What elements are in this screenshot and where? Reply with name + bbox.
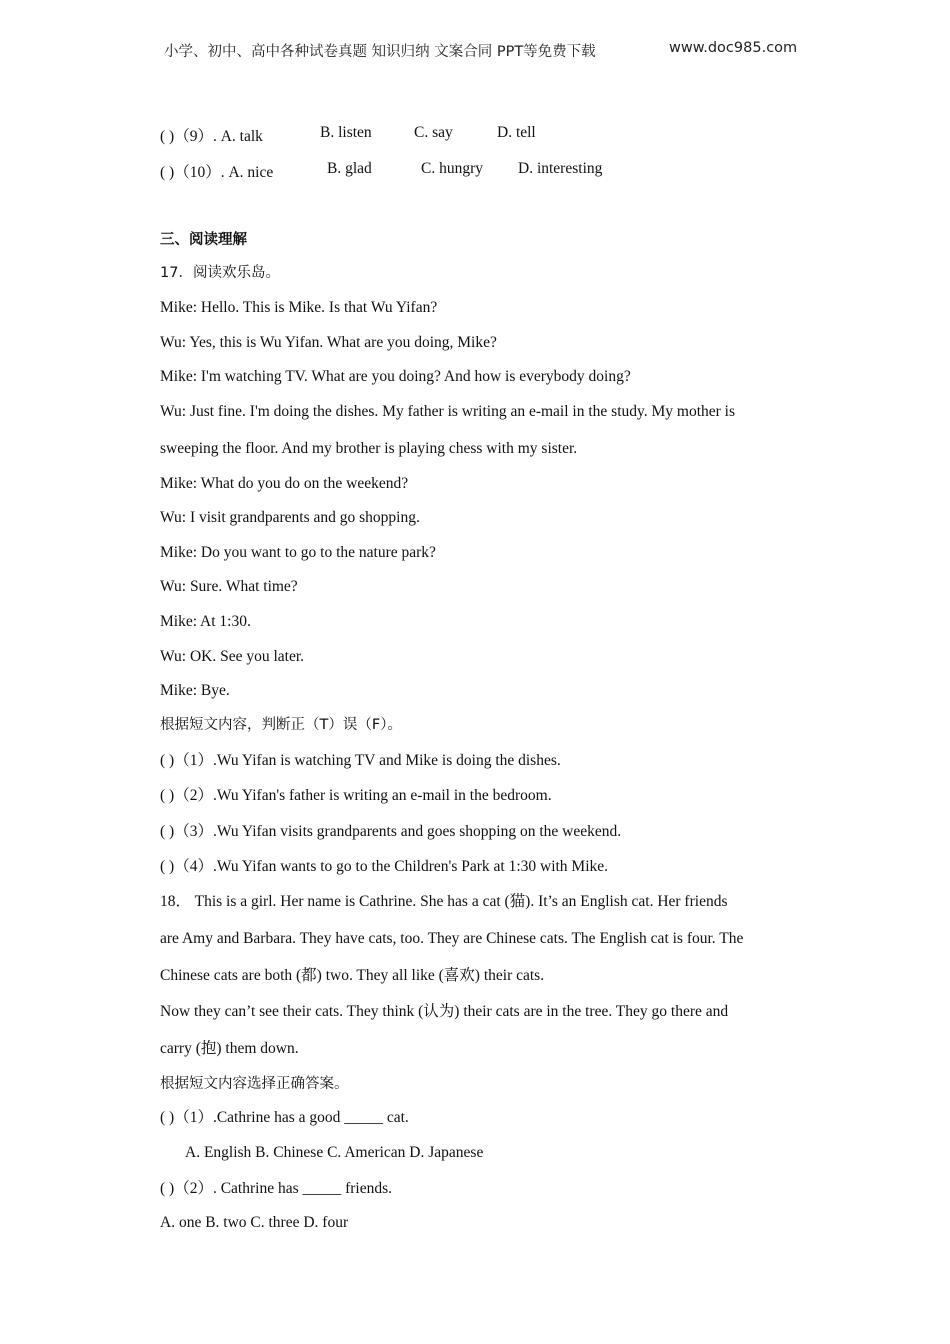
dialogue-line: Mike: Bye. (160, 682, 230, 699)
dialogue-line: Wu: Just fine. I'm doing the dishes. My father is writing an e-mail in the study. My mother is (160, 403, 736, 420)
cloze-9-option-a: ( )（9）. A. talk (160, 128, 263, 145)
passage-line: are Amy and Barbara. They have cats, too. They are Chinese cats. The English cat is four. The (160, 930, 744, 947)
cloze-9-option-d: D. tell (497, 124, 536, 141)
section-title: 三、阅读理解 (160, 232, 247, 248)
cloze-10-option-c: C. hungry (421, 160, 483, 177)
dialogue-line: Wu: OK. See you later. (160, 648, 305, 665)
mc-question-1-options: A. English B. Chinese C. American D. Japanese (185, 1144, 484, 1161)
tf-question-2: ( )（2）.Wu Yifan's father is writing an e-mail in the bedroom. (160, 787, 552, 804)
passage-line: 18． This is a girl. Her name is Cathrine. She has a cat (猫). It’s an English cat. Her friends (160, 893, 728, 910)
mc-question-2-options: A. one B. two C. three D. four (160, 1214, 349, 1231)
dialogue-line: Mike: At 1:30. (160, 613, 251, 630)
cloze-10-option-a: ( )（10）. A. nice (160, 164, 274, 181)
header-url[interactable]: www.doc985.com (669, 40, 798, 56)
cloze-9-option-b: B. listen (320, 124, 372, 141)
cloze-10-option-d: D. interesting (518, 160, 603, 177)
tf-question-4: ( )（4）.Wu Yifan wants to go to the Children's Park at 1:30 with Mike. (160, 858, 609, 875)
tf-question-1: ( )（1）.Wu Yifan is watching TV and Mike is doing the dishes. (160, 752, 561, 769)
mc-question-1: ( )（1）.Cathrine has a good _____ cat. (160, 1109, 409, 1126)
dialogue-line: Mike: Do you want to go to the nature park? (160, 544, 436, 561)
passage-line: Now they can’t see their cats. They think (认为) their cats are in the tree. They go there and (160, 1003, 729, 1020)
dialogue-line: Wu: Yes, this is Wu Yifan. What are you doing, Mike? (160, 334, 497, 351)
tf-question-3: ( )（3）.Wu Yifan visits grandparents and goes shopping on the weekend. (160, 823, 622, 840)
dialogue-line: Mike: Hello. This is Mike. Is that Wu Yifan? (160, 299, 438, 316)
cloze-9-option-c: C. say (414, 124, 453, 141)
question-17-instruction: 根据短文内容，判断正（T）误（F）。 (160, 717, 402, 733)
header-text: 小学、初中、高中各种试卷真题 知识归纳 文案合同 PPT等免费下载 (164, 44, 596, 60)
dialogue-line: Mike: I'm watching TV. What are you doing? And how is everybody doing? (160, 368, 631, 385)
dialogue-line: Mike: What do you do on the weekend? (160, 475, 409, 492)
dialogue-line: Wu: Sure. What time? (160, 578, 298, 595)
mc-question-2: ( )（2）. Cathrine has _____ friends. (160, 1180, 393, 1197)
page-header (164, 40, 798, 61)
passage-line: Chinese cats are both (都) two. They all like (喜欢) their cats. (160, 967, 545, 984)
cloze-10-option-b: B. glad (327, 160, 372, 177)
passage-line: carry (抱) them down. (160, 1040, 299, 1057)
question-18-instruction: 根据短文内容选择正确答案。 (160, 1076, 349, 1092)
dialogue-line: Wu: I visit grandparents and go shopping. (160, 509, 420, 526)
dialogue-line: sweeping the floor. And my brother is playing chess with my sister. (160, 440, 578, 457)
question-17-label: 17．阅读欢乐岛。 (160, 265, 280, 281)
